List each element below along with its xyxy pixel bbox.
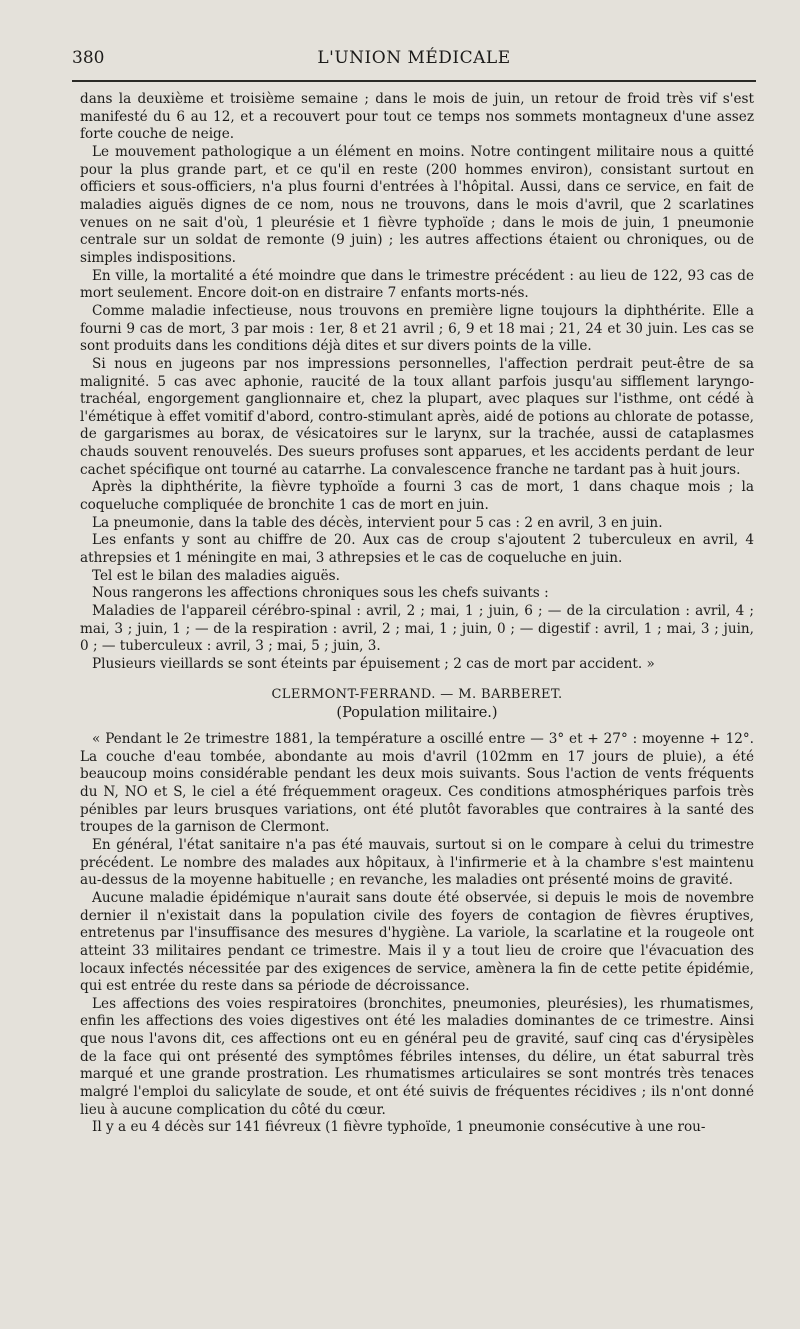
section-heading: CLERMONT-FERRAND. — M. BARBERET. (271, 686, 563, 702)
header-rule (72, 80, 756, 82)
paragraph: Tel est le bilan des maladies aiguës. (92, 567, 340, 584)
paragraph: Après la diphthérite, la fièvre typhoïde a fourni 3 cas de mort, 1 dans chaque mois ; la coqueluche compliquée de bronchite 1 cas de mort en juin. (80, 479, 754, 514)
paragraph: Il y a eu 4 décès sur 141 fiévreux (1 fièvre typhoïde, 1 pneumonie consécutive à une rou- (92, 1119, 706, 1136)
paragraph: La pneumonie, dans la table des décès, intervient pour 5 cas : 2 en avril, 3 en juin. (92, 514, 663, 531)
paragraph: Aucune maladie épidémique n'aurait sans doute été observée, si depuis le mois de novembre dernier il n'existait dans la population civile des foyers de contagion de fièvres éruptives, entretenus par l'insuffisance des mesures d'hygiène. La variole, la scarlatine et la rougeole ont atteint 33 militaires pendant ce trimestre. Mais il y a tout lieu de croire que l'évacuation des locaux infectés nécessitée par des exigences de service, amènera la fin de cette petite épidémie, qui est entrée du reste dans sa période de décroissance. (80, 889, 754, 995)
paragraph: En ville, la mortalité a été moindre que dans le trimestre précédent : au lieu de 122, 93 cas de mort seulement. Encore doit-on en distraire 7 enfants morts-nés. (80, 267, 754, 302)
paragraph: En général, l'état sanitaire n'a pas été mauvais, surtout si on le compare à celui du trimestre précédent. Le nombre des malades aux hôpitaux, à l'infirmerie et à la chambre s'est maintenu au-dessus de la moyenne habituelle ; en revanche, les maladies ont présenté moins de gravité. (80, 836, 754, 889)
paragraph: Nous rangerons les affections chroniques sous les chefs suivants : (92, 585, 549, 602)
paragraph: Les enfants y sont au chiffre de 20. Aux cas de croup s'ajoutent 2 tuberculeux en avril, 4 athrepsies et 1 méningite en mai, 3 athrepsies et le cas de coqueluche en juin. (80, 532, 754, 567)
paragraph: Maladies de l'appareil cérébro-spinal : avril, 2 ; mai, 1 ; juin, 6 ; — de la circulation : avril, 4 ; mai, 3 ; juin, 1 ; — de la respiration : avril, 2 ; mai, 1 ; juin, 0 ; — digestif : avril, 1 ; mai, 3 ; juin, 0 ; — tuberculeux : avril, 3 ; mai, 5 ; juin, 3. (80, 603, 754, 655)
paragraph: Si nous en jugeons par nos impressions personnelles, l'affection perdrait peut-être de sa malignité. 5 cas avec aphonie, raucité de la toux allant parfois jusqu'au sifflement laryngo-trachéal, engorgement ganglionnaire et, chez la plupart, avec plaques sur l'isthme, ont cédé à l'émétique à effet vomitif d'abord, contro-stimulant après, aidé de potions au chlorate de potasse, de gargarismes au borax, de vésicatoires sur le larynx, sur la trachée, aussi de cataplasmes chauds souvent renouvelés. Des sueurs profuses sont apparues, et les accidents perdant de leur cachet spécifique ont tourné au catarrhe. La convalescence franche ne tardant pas à huit jours. (80, 355, 754, 478)
paragraph: dans la deuxième et troisième semaine ; dans le mois de juin, un retour de froid très vif s'est manifesté du 6 au 12, et a recouvert pour tout ce temps nos sommets montagneux d'une assez forte couche de neige. (80, 91, 754, 143)
paragraph: « Pendant le 2e trimestre 1881, la température a oscillé entre — 3° et + 27° : moyenne + 12°. La couche d'eau tombée, abondante au mois d'avril (102mm en 17 jours de pluie), a été beaucoup moins considérable pendant les deux mois suivants. Sous l'action de vents fréquents du N, NO et S, le ciel a été fréquemment orageux. Ces conditions atmosphériques parfois très pénibles par leurs brusques variations, ont été plutôt favorables que contraires à la santé des troupes de la garnison de Clermont. (80, 730, 754, 836)
paragraph: Les affections des voies respiratoires (bronchites, pneumonies, pleurésies), les rhumatismes, enfin les affections des voies digestives ont été les maladies dominantes de ce trimestre. Ainsi que nous l'avons dit, ces affections ont eu en général peu de gravité, sauf cinq cas d'érysipèles de la face qui ont présenté des symptômes fébriles intenses, du délire, un état saburral très marqué et une grande prostration. Les rhumatismes articulaires se sont montrés très tenaces malgré l'emploi du salicylate de soude, et ont été suivis de fréquentes récidives ; ils n'ont donné lieu à aucune complication du côté du cœur. (80, 995, 754, 1118)
page-header (72, 48, 756, 74)
section-subheading: (Population militaire.) (336, 705, 498, 722)
paragraph: Le mouvement pathologique a un élément en moins. Notre contingent militaire nous a quitté pour la plus grande part, et ce qu'il en reste (200 hommes environ), consistant surtout en officiers et sous-officiers, n'a plus fourni d'entrées à l'hôpital. Aussi, dans ce service, en fait de maladies aiguës dignes de ce nom, nous ne trouvons, dans le mois d'avril, que 2 scarlatines venues on ne sait d'où, 1 pleurésie et 1 fièvre typhoïde ; dans le mois de juin, 1 pneumonie centrale sur un soldat de remonte (9 juin) ; les autres affections étaient ou chroniques, ou de simples indispositions. (80, 143, 754, 266)
body-text (80, 91, 754, 1137)
paragraph: Plusieurs vieillards se sont éteints par épuisement ; 2 cas de mort par accident. » (92, 656, 655, 672)
running-title: L'UNION MÉDICALE (317, 48, 511, 68)
page-number: 380 (72, 48, 105, 68)
paragraph: Comme maladie infectieuse, nous trouvons en première ligne toujours la diphthérite. Elle a fourni 9 cas de mort, 3 par mois : 1er, 8 et 21 avril ; 6, 9 et 18 mai ; 21, 24 et 30 juin. Les cas se sont produits dans les conditions déjà dites et sur divers points de la ville. (80, 302, 754, 355)
